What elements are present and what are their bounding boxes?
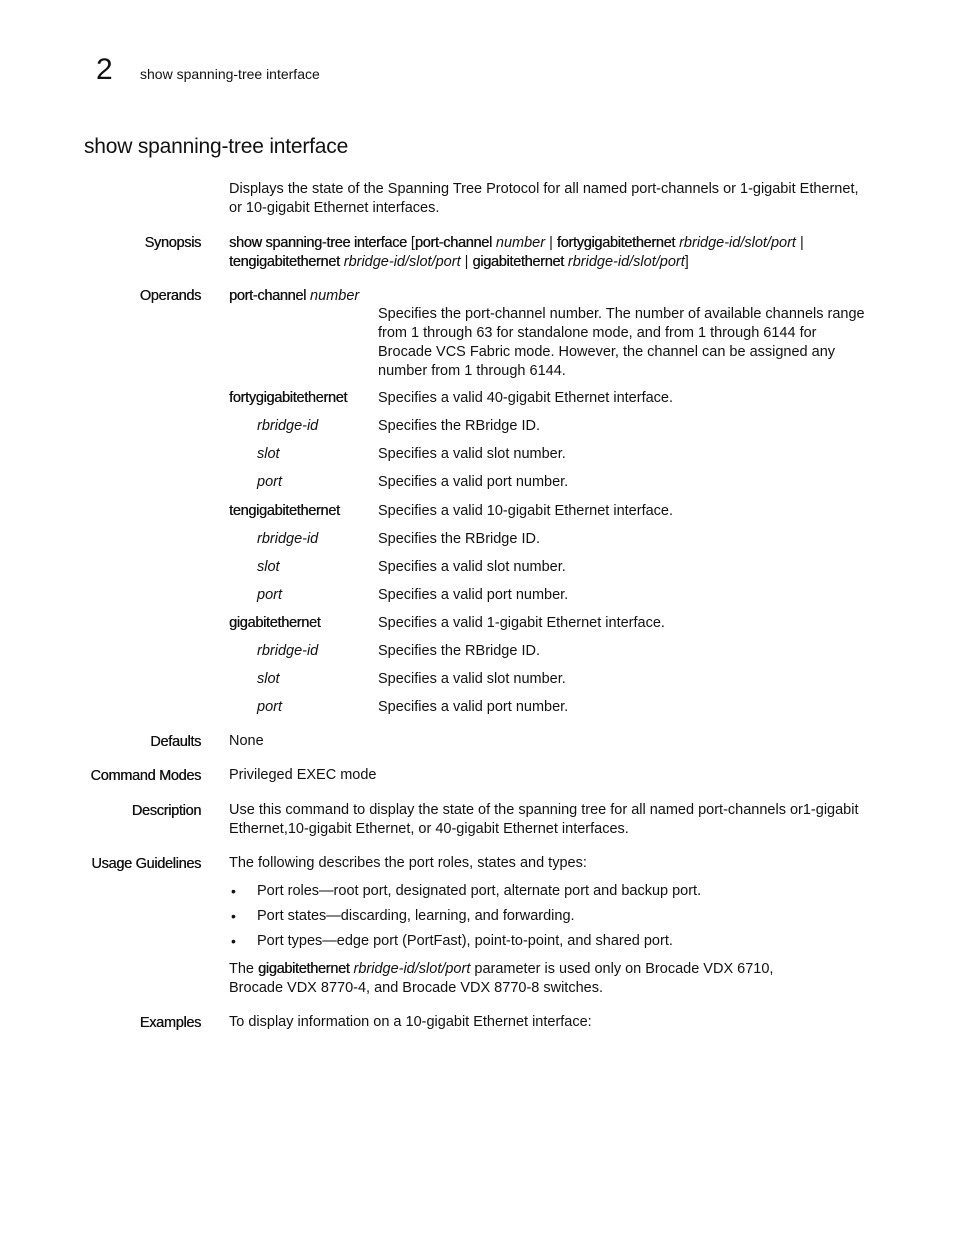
synopsis-gig: gigabitethernet <box>472 254 564 270</box>
synopsis-path: rbridge-id/slot/port <box>567 254 685 270</box>
defaults-text: None <box>229 733 264 749</box>
synopsis-label: Synopsis <box>144 235 201 251</box>
running-header: show spanning-tree interface <box>140 66 320 82</box>
command-modes-label: Command Modes <box>90 768 201 784</box>
operand-port-channel <box>229 287 359 306</box>
list-item: Port roles—root port, designated port, alternate port and backup port. <box>257 883 702 899</box>
operand-port-desc: Specifies a valid port number. <box>378 587 569 603</box>
operand-port-desc: Specifies a valid port number. <box>378 474 569 490</box>
list-item: Port states—discarding, learning, and forwarding. <box>257 908 575 924</box>
operand-slot-desc: Specifies a valid slot number. <box>378 559 566 575</box>
synopsis-command: show spanning-tree interface <box>229 235 407 251</box>
usage-note <box>229 960 874 998</box>
operand-ten-name: tengigabitethernet <box>229 503 340 519</box>
command-modes-text: Privileged EXEC mode <box>229 767 377 783</box>
synopsis-path: rbridge-id/slot/port <box>343 254 461 270</box>
operand-gig-desc: Specifies a valid 1-gigabit Ethernet interface. <box>378 615 665 631</box>
intro-paragraph: Displays the state of the Spanning Tree Protocol for all named port-channels or 1-gigabit Ethernet, or 10-gigabit Ethernet interfaces. <box>229 181 859 216</box>
operand-ten-desc: Specifies a valid 10-gigabit Ethernet interface. <box>378 503 674 519</box>
synopsis-bracket-open: [ <box>410 235 415 251</box>
synopsis-port-channel: port-channel <box>414 235 492 251</box>
operand-rbridge-id: rbridge-id <box>257 531 319 547</box>
synopsis-number: number <box>495 235 546 251</box>
operand-port: port <box>257 474 282 490</box>
bullet-marker: • <box>231 933 236 949</box>
defaults-label: Defaults <box>150 734 201 750</box>
operand-rbridge-id-desc: Specifies the RBridge ID. <box>378 418 540 434</box>
bullet-marker: • <box>231 908 236 924</box>
operands-label: Operands <box>139 288 201 304</box>
operand-slot: slot <box>257 446 280 462</box>
operand-port-channel-desc: Specifies the port-channel number. The number of available channels range from 1 through 63 for standalone mode, and from 1 through 6144 for Brocade VCS Fabric mode. However, the channel can be assigned any number from 1 through 6144. <box>378 306 865 379</box>
page-title: show spanning-tree interface <box>84 135 349 158</box>
operand-gig-name: gigabitethernet <box>229 615 321 631</box>
operand-rbridge-id: rbridge-id <box>257 418 319 434</box>
operand-port-desc: Specifies a valid port number. <box>378 699 569 715</box>
operand-rbridge-id: rbridge-id <box>257 643 319 659</box>
operand-forty-desc: Specifies a valid 40-gigabit Ethernet interface. <box>378 390 674 406</box>
examples-label: Examples <box>139 1015 201 1031</box>
usage-note-command: gigabitethernet <box>258 961 350 977</box>
operand-slot-desc: Specifies a valid slot number. <box>378 446 566 462</box>
bullet-marker: • <box>231 883 236 899</box>
synopsis-text <box>229 234 879 272</box>
usage-note-pre: The <box>229 961 254 977</box>
operand-slot: slot <box>257 671 280 687</box>
operand-rbridge-id-desc: Specifies the RBridge ID. <box>378 643 540 659</box>
operand-forty-name: fortygigabitethernet <box>229 390 348 406</box>
usage-guidelines-label: Usage Guidelines <box>91 856 201 872</box>
examples-text: To display information on a 10-gigabit Ethernet interface: <box>229 1014 592 1030</box>
operand-port: port <box>257 587 282 603</box>
operand-slot-desc: Specifies a valid slot number. <box>378 671 566 687</box>
chapter-number: 2 <box>96 53 113 86</box>
usage-note-line2: Brocade VDX 8770-4, and Brocade VDX 8770-8 switches. <box>229 980 603 996</box>
synopsis-pipe: | <box>464 254 469 270</box>
description-label: Description <box>131 803 201 819</box>
operand-slot: slot <box>257 559 280 575</box>
usage-note-line1: parameter is used only on Brocade VDX 6710, <box>474 961 774 977</box>
description-text: Use this command to display the state of the spanning tree for all named port-channels or1-gigabit Ethernet,10-gigabit Ethernet, or 40-gigabit Ethernet interfaces. <box>229 802 859 837</box>
synopsis-bracket-close: ] <box>684 254 689 270</box>
synopsis-pipe: | <box>799 235 804 251</box>
synopsis-path: rbridge-id/slot/port <box>679 235 796 251</box>
operand-port: port <box>257 699 282 715</box>
synopsis-ten: tengigabitethernet <box>229 254 340 270</box>
synopsis-pipe: | <box>549 235 553 251</box>
usage-note-arg: rbridge-id/slot/port <box>353 961 471 977</box>
synopsis-forty: fortygigabitethernet <box>556 235 676 251</box>
usage-intro: The following describes the port roles, states and types: <box>229 855 587 871</box>
list-item: Port types—edge port (PortFast), point-to-point, and shared port. <box>257 933 673 949</box>
operand-arg: number <box>310 288 360 304</box>
operand-name: port-channel <box>229 288 307 304</box>
operand-rbridge-id-desc: Specifies the RBridge ID. <box>378 531 540 547</box>
